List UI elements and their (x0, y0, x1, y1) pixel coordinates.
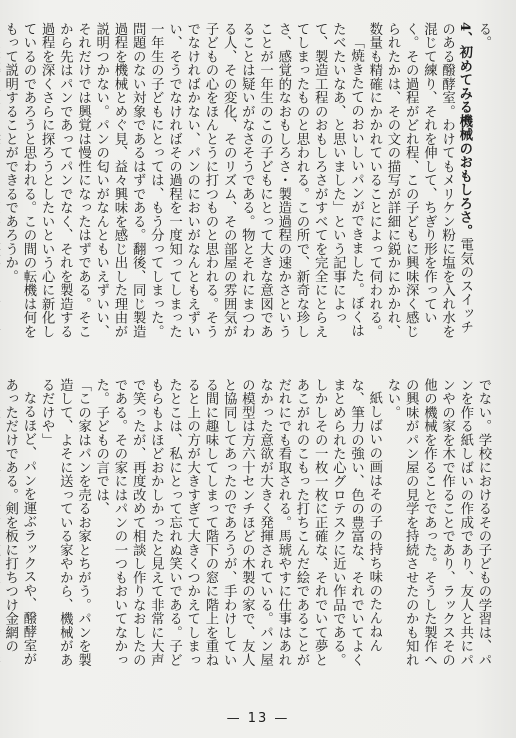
section-4-quote-paragraph: 「焼きたてのおいしいパンができました。ぼくはたべたいなあ、と思いました」という記事によって、製造工程のおもしろさがすべてを完全にとらえてしまったものと思われる。この所で、新奇な珍しさ、感覚的なおもしろさ・製造過程の速かさということが一年生のこの子どもにとって大きな意図であることは疑いがなさそうである。物とそれにまつわる人、その変化、そのリズム、その部屋の雰囲気が子どもの心をほんとうに打つものと思われる。そうでなければかない、パンのにおいがなんともえずいい、そうでなければその過程を一度知ってしまった一年生の子どもにとっては、もう分ってしまった。問題のない対象であるはずである。翻後、同じ製造過程を機械とめぐ見、益々興味を感じ出した理由が説明つかない。パンの匂いがなんともいえずいい、それだけでは興覚は慢性になったはずである。そこから先はパンであってパンでなく、それを製造する過程を深くさらに探ろうとしたいという心に新化しているのであろうと思われる。この間の転機は何をもって説明することができるであろうか。 (2, 22, 364, 339)
paragraph-continuation-lower: でない。学校におけるその子どもの学習は、パンを作る紙しばいの作成であり、友人と共にパンやの家を木で作ることであり、ラックスその他の機械を作ることであった。そうした製作への興味がパン屋の見学を持続させたのかも知れない。 (384, 378, 491, 667)
section-5 (0, 22, 1, 344)
lower-text-block (2, 378, 492, 678)
child-quote: 「この家はパンを売るお家とちがう。パンを製造して、よそに送っている家やから、機械があるだけや」 (39, 378, 91, 667)
upper-text-block (2, 22, 492, 344)
section-4 (365, 22, 474, 344)
section-divider (22, 359, 494, 360)
paragraph-kamishibai: 紙しばいの画はその子の持ち味のたんねんな、筆力の強い、色の豊富な、それでいてよくまとめられた心グロテスクに近い作品である。しかしその一枚一枚に正確な、それでいて夢とあこがれのこもった打ちこんだ絵であることがだれにでも看取される。馬琥やすに仕事はあれなかった意欲が大きく発揮されている。パン屋の模型は方六十センチほどの木製の家で、友人と協同してあったのであろうが、手わけしている間に趣味してしまって階下の窓に階上を重ねると上の方が大きすぎて大きくつかえてしまったとこは、私にとって忘れぬ笑いである。子どもらもよほどおかしかったと見えて非常に大声で笑ったが、再度改めて相談し作りなおしたのである。その家にはパンの一つもおいてなかった。子どもの言では、 (93, 378, 382, 667)
section-4-heading: 4、初めてみる機械のおもしろさ。 (456, 22, 473, 238)
section-4-text: 電気のスイッチのある醱酵室。わけてもメリケン粉に塩を入れ水を混じて練り、それを伸して、ちぎり形を作っていく。その過程がどれ程、この子どもに興味深く感じられたかは、その文の描写が詳細に鋭かにかかれ、数量も精確にかかれていることによって伺われる。 (366, 22, 473, 339)
paragraph-machines: なるほど、パンを運ぶラックスや、醱酵室があっただけである。剣を板に打ちつけ金網の (2, 378, 36, 667)
paragraph-continuation: る。 (476, 22, 491, 50)
page-number: — 13 — (226, 711, 290, 726)
